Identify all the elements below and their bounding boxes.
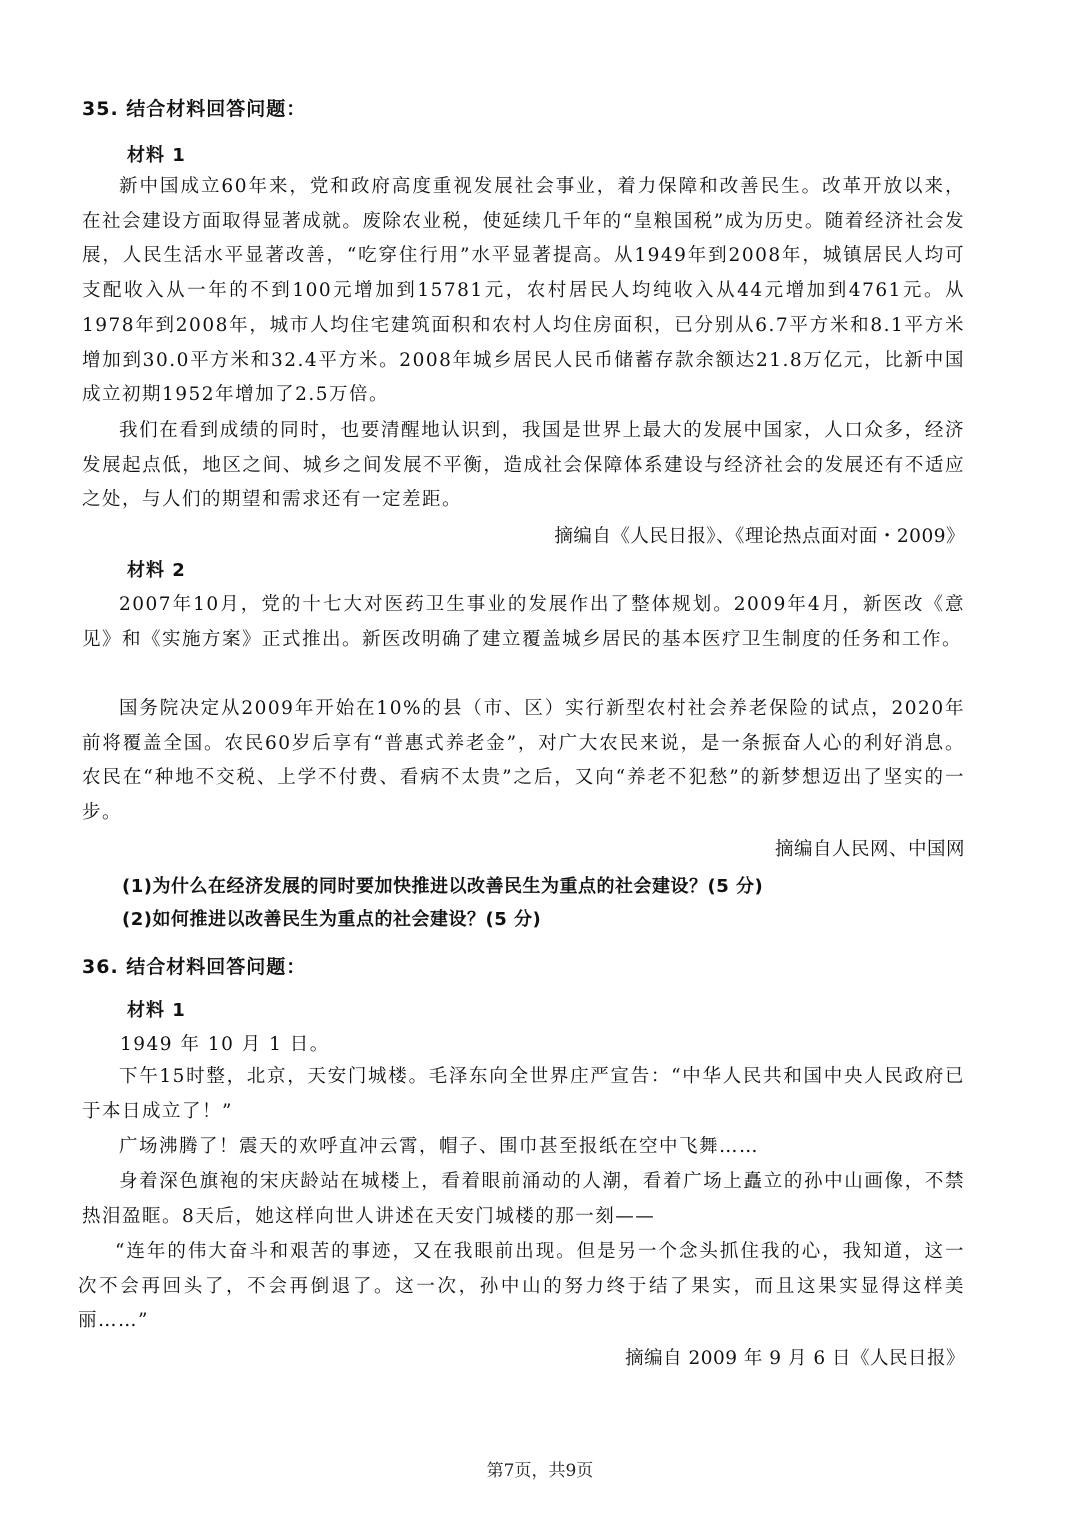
q35-material-2-label: 材料 2 (127, 560, 186, 581)
q35-material-1-label: 材料 1 (127, 145, 186, 166)
q35-material-1-paragraph-1: 新中国成立60年来，党和政府高度重视发展社会事业，着力保障和改善民生。改革开放以来，在社会建设方面取得显著成就。废除农业税，使延续几千年的“皇粮国税”成为历史。随着经济社会发展，人民生活水平显著改善，“吃穿住行用”水平显著提高。从1949年到2008年，城镇居民人均可支配收入从一年的不到100元增加到15781元，农村居民人均纯收入从44元增加到4761元。从1978年到2008年，城市人均住宅建筑面积和农村人均住房面积，已分别从6.7平方米和8.1平方米增加到30.0平方米和32.4平方米。2008年城乡居民人民币储蓄存款余额达21.8万亿元，比新中国成立初期1952年增加了2.5万倍。 (82, 176, 965, 406)
q36-source: 摘编自 2009 年 9 月 6 日《人民日报》 (625, 1348, 965, 1369)
q35-material-2-paragraph-2: 国务院决定从2009年开始在10%的县（市、区）实行新型农村社会养老保险的试点，2020年前将覆盖全国。农民60岁后享有“普惠式养老金”，对广大农民来说，是一条振奋人心的利好消息。农民在“种地不交税、上学不付费、看病不太贵”之后，又向“养老不犯愁”的新梦想迈出了坚实的一步。 (82, 698, 965, 824)
q36-date-line: 1949 年 10 月 1 日。 (120, 1034, 330, 1055)
q35-material-2-source: 摘编自人民网、中国网 (774, 839, 965, 860)
q36-paragraph-4-quote: “连年的伟大奋斗和艰苦的事迹，又在我眼前出现。但是另一个念头抓住我的心，我知道，这一次不会再回头了，不会再倒退了。这一次，孙中山的努力终于结了果实，而且这果实显得这样美丽……” (78, 1241, 965, 1332)
q36-paragraph-2: 广场沸腾了！震天的欢呼直冲云霄，帽子、围巾甚至报纸在空中飞舞…… (119, 1136, 760, 1157)
q35-material-1-paragraph-2: 我们在看到成绩的同时，也要清醒地认识到，我国是世界上最大的发展中国家，人口众多，经济发展起点低，地区之间、城乡之间发展不平衡，造成社会保障体系建设与经济社会的发展还有不适应之处，与人们的期望和需求还有一定差距。 (82, 420, 965, 511)
q35-sub-question-2: (2)如何推进以改善民生为重点的社会建设？(5 分) (122, 909, 542, 930)
q36-paragraph-3: 身着深色旗袍的宋庆龄站在城楼上，看着眼前涌动的人潮，看着广场上矗立的孙中山画像，不禁热泪盈眶。8天后，她这样向世人讲述在天安门城楼的那一刻—— (82, 1171, 965, 1227)
q36-material-1-label: 材料 1 (127, 1000, 186, 1021)
page-number-footer: 第7页，共9页 (486, 1461, 594, 1481)
q35-material-2-paragraph-1: 2007年10月，党的十七大对医药卫生事业的发展作出了整体规划。2009年4月，新医改《意见》和《实施方案》正式推出。新医改明确了建立覆盖城乡居民的基本医疗卫生制度的任务和工作。 (82, 594, 965, 650)
question-35-title: 35. 结合材料回答问题： (82, 98, 307, 120)
question-36-title: 36. 结合材料回答问题： (82, 956, 307, 978)
q35-sub-question-1: (1)为什么在经济发展的同时要加快推进以改善民生为重点的社会建设？(5 分) (122, 876, 764, 897)
q35-material-1-source: 摘编自《人民日报》、《理论热点面对面・2009》 (554, 526, 965, 547)
q36-paragraph-1: 下午15时整，北京，天安门城楼。毛泽东向全世界庄严宣告：“中华人民共和国中央人民政府已于本日成立了！” (82, 1066, 965, 1122)
